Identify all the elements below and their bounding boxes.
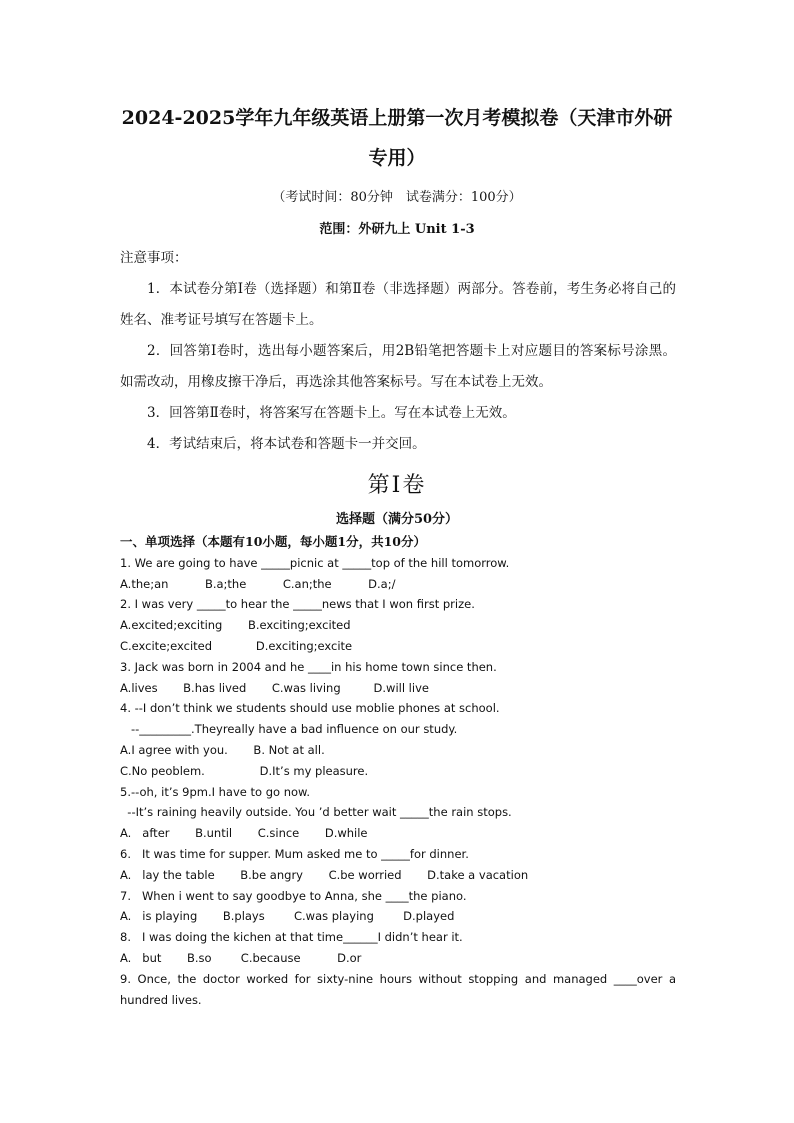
question-line: 8. I was doing the kichen at that time______I didn’t hear it. <box>120 930 463 945</box>
question-line: A. but B.so C.because D.or <box>120 950 362 965</box>
exam-info: （考试时间：80分钟 试卷满分：100分） <box>272 190 522 205</box>
question-line: --It’s raining heavily outside. You ’d better wait _____the rain stops. <box>120 805 512 820</box>
question-line: A.the;an B.a;the C.an;the D.a;/ <box>120 576 396 591</box>
exam-title-line1: 2024-2025学年九年级英语上册第一次月考模拟卷（天津市外研 <box>121 107 673 129</box>
question-line: 4. --I don’t think we students should use moblie phones at school. <box>120 701 500 716</box>
question-line: 9. Once, the doctor worked for sixty-nine hours without stopping and managed ____over a hundred lives. <box>120 971 676 1007</box>
part-title: 一、单项选择（本题有10小题，每小题1分，共10分） <box>120 534 426 549</box>
question-line: A.lives B.has lived C.was living D.will live <box>120 680 429 695</box>
question-line: 1. We are going to have _____picnic at _____top of the hill tomorrow. <box>120 555 510 570</box>
notes-block <box>120 243 676 460</box>
question-line: A. is playing B.plays C.was playing D.played <box>120 909 455 924</box>
note-item: 3．回答第Ⅱ卷时，将答案写在答题卡上。写在本试卷上无效。 <box>147 405 516 421</box>
question-line: A.excited;exciting B.exciting;excited <box>120 618 351 633</box>
question-line: A. after B.until C.since D.while <box>120 826 368 841</box>
question-line: A. lay the table B.be angry C.be worried D.take a vacation <box>120 867 529 882</box>
section-title: 第Ⅰ卷 <box>367 473 427 498</box>
question-line: --_________.Theyreally have a bad influence on our study. <box>120 722 458 737</box>
note-item: 1．本试卷分第Ⅰ卷（选择题）和第Ⅱ卷（非选择题）两部分。答卷前，考生务必将自己的姓名、准考证号填写在答题卡上。 <box>120 281 676 328</box>
notes-heading: 注意事项： <box>120 250 188 266</box>
note-item: 4．考试结束后，将本试卷和答题卡一并交回。 <box>147 436 426 452</box>
question-line: C.excite;excited D.exciting;excite <box>120 638 353 653</box>
section-subtitle: 选择题（满分50分） <box>335 512 459 527</box>
question-line: C.No peoblem. D.It’s my pleasure. <box>120 763 369 778</box>
note-item: 2．回答第Ⅰ卷时，选出每小题答案后，用2B铅笔把答题卡上对应题目的答案标号涂黑。如需改动，用橡皮擦干净后，再选涂其他答案标号。写在本试卷上无效。 <box>120 343 676 390</box>
exam-scope: 范围：外研九上 Unit 1-3 <box>319 222 475 237</box>
question-line: 7. When i went to say goodbye to Anna, she ____the piano. <box>120 888 467 903</box>
exam-title-line2: 专用） <box>368 147 426 169</box>
question-line: 5.--oh, it’s 9pm.I have to go now. <box>120 784 311 799</box>
question-line: 2. I was very _____to hear the _____news that I won first prize. <box>120 597 475 612</box>
question-line: 6. It was time for supper. Mum asked me to _____for dinner. <box>120 846 469 861</box>
questions-block <box>120 532 676 1010</box>
question-line: A.I agree with you. B. Not at all. <box>120 742 325 757</box>
question-line: 3. Jack was born in 2004 and he ____in his home town since then. <box>120 659 497 674</box>
